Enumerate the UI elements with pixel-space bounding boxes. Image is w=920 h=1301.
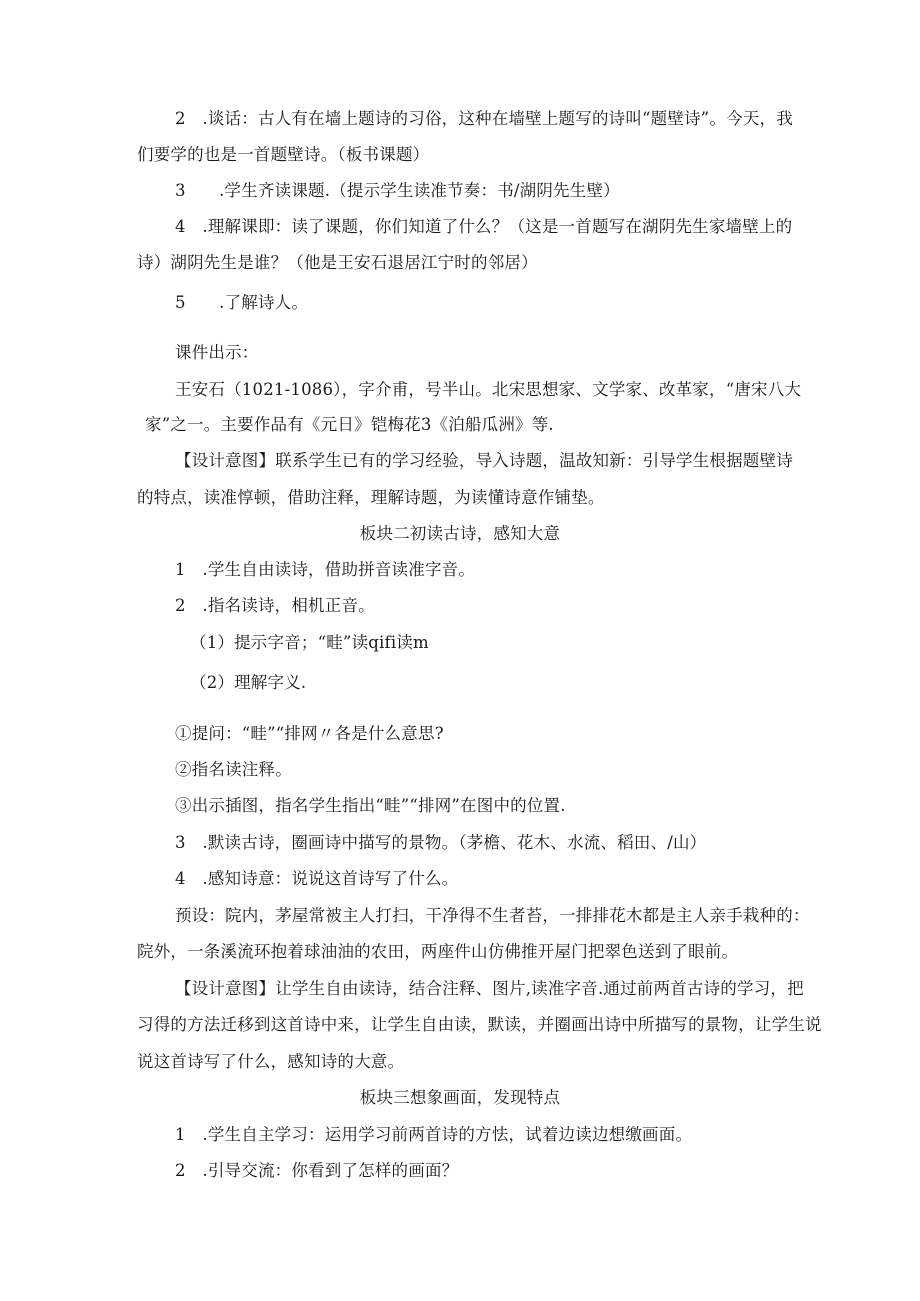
- text-line: 预设：院内，茅屋常被主人打扫，干净得不生者苔，一排排花木都是主人亲手栽种的：: [175, 906, 810, 925]
- text-line: 1 .学生自由读诗，借助拼音读准字音。: [175, 560, 476, 579]
- text-line: （2）理解字义.: [190, 673, 307, 692]
- text-line: ③出示插图，指名学生指出“畦”“排网”在图中的位置.: [175, 796, 566, 815]
- text-line: 5 .了解诗人。: [175, 293, 309, 312]
- text-line: 家”之一。主要作品有《元日》铠梅花3《泊船瓜洲》等.: [145, 415, 554, 434]
- design-intent-label: 【设计意图】让学生自由读诗，结合注释、图片,读准字音.通过前两首古诗的学习，把: [175, 979, 804, 998]
- text-line: 3 .学生齐读课题.（提示学生读准节奏：书/湖阴先生壁）: [175, 181, 620, 200]
- design-intent-label: 【设计意图】联系学生已有的学习经验，导入诗题，温故知新：引导学生根据题壁诗: [175, 451, 793, 470]
- text-line: 诗）湖阴先生是谁？（他是王安石退居江宁时的邻居）: [137, 253, 538, 272]
- text-line: 课件出示：: [175, 343, 259, 362]
- text-line: 院外，一条溪流环抱着球油油的农田，两座件山仿佛推开屋门把翠色送到了眼前。: [137, 942, 739, 961]
- section-heading: 板块二初读古诗，感知大意: [359, 524, 561, 543]
- text-line: 2 .谈话：古人有在墙上题诗的习俗，这种在墙壁上题写的诗叫“题壁诗”。今天，我: [175, 109, 793, 128]
- text-line: 们要学的也是一首题壁诗。（板书课题）: [137, 145, 430, 164]
- text-line: 1 .学生自主学习：运用学习前两首诗的方怯，试着边读边想缴画面。: [175, 1125, 693, 1144]
- text-line: 的特点，读准惇顿，借助注释，理解诗题，为读懂诗意作铺垫。: [137, 488, 605, 507]
- text-line: 3 .默读古诗，圈画诗中描写的景物。（茅檐、花木、水流、稻田、/山）: [175, 833, 707, 852]
- text-line: 习得的方法迁移到这首诗中来，让学生自由读，默读，并圈画出诗中所描写的景物，让学生说: [137, 1015, 822, 1034]
- text-line: 4 .感知诗意：说说这首诗写了什么。: [175, 869, 459, 888]
- text-line: 王安石（1021-1086），字介甫，号半山。北宋思想家、文学家、改革家，“唐宋八大: [175, 380, 802, 399]
- text-line: ②指名读注释。: [175, 760, 292, 779]
- text-line: 4 .理解课即：读了课题，你们知道了什么？（这是一首题写在湖阴先生家墙壁上的: [175, 217, 793, 236]
- section-heading: 板块三想象画面，发现特点: [359, 1088, 561, 1107]
- text-line: 2 .引导交流：你看到了怎样的画面？: [175, 1161, 459, 1180]
- text-line: 2 .指名读诗，相机正音。: [175, 596, 375, 615]
- text-line: 说这首诗写了什么，感知诗的大意。: [137, 1052, 405, 1071]
- text-line: ①提问：“畦”“排网〃各是什么意思?: [175, 724, 444, 743]
- text-line: （1）提示字音；“畦”读qifi读m: [190, 633, 429, 652]
